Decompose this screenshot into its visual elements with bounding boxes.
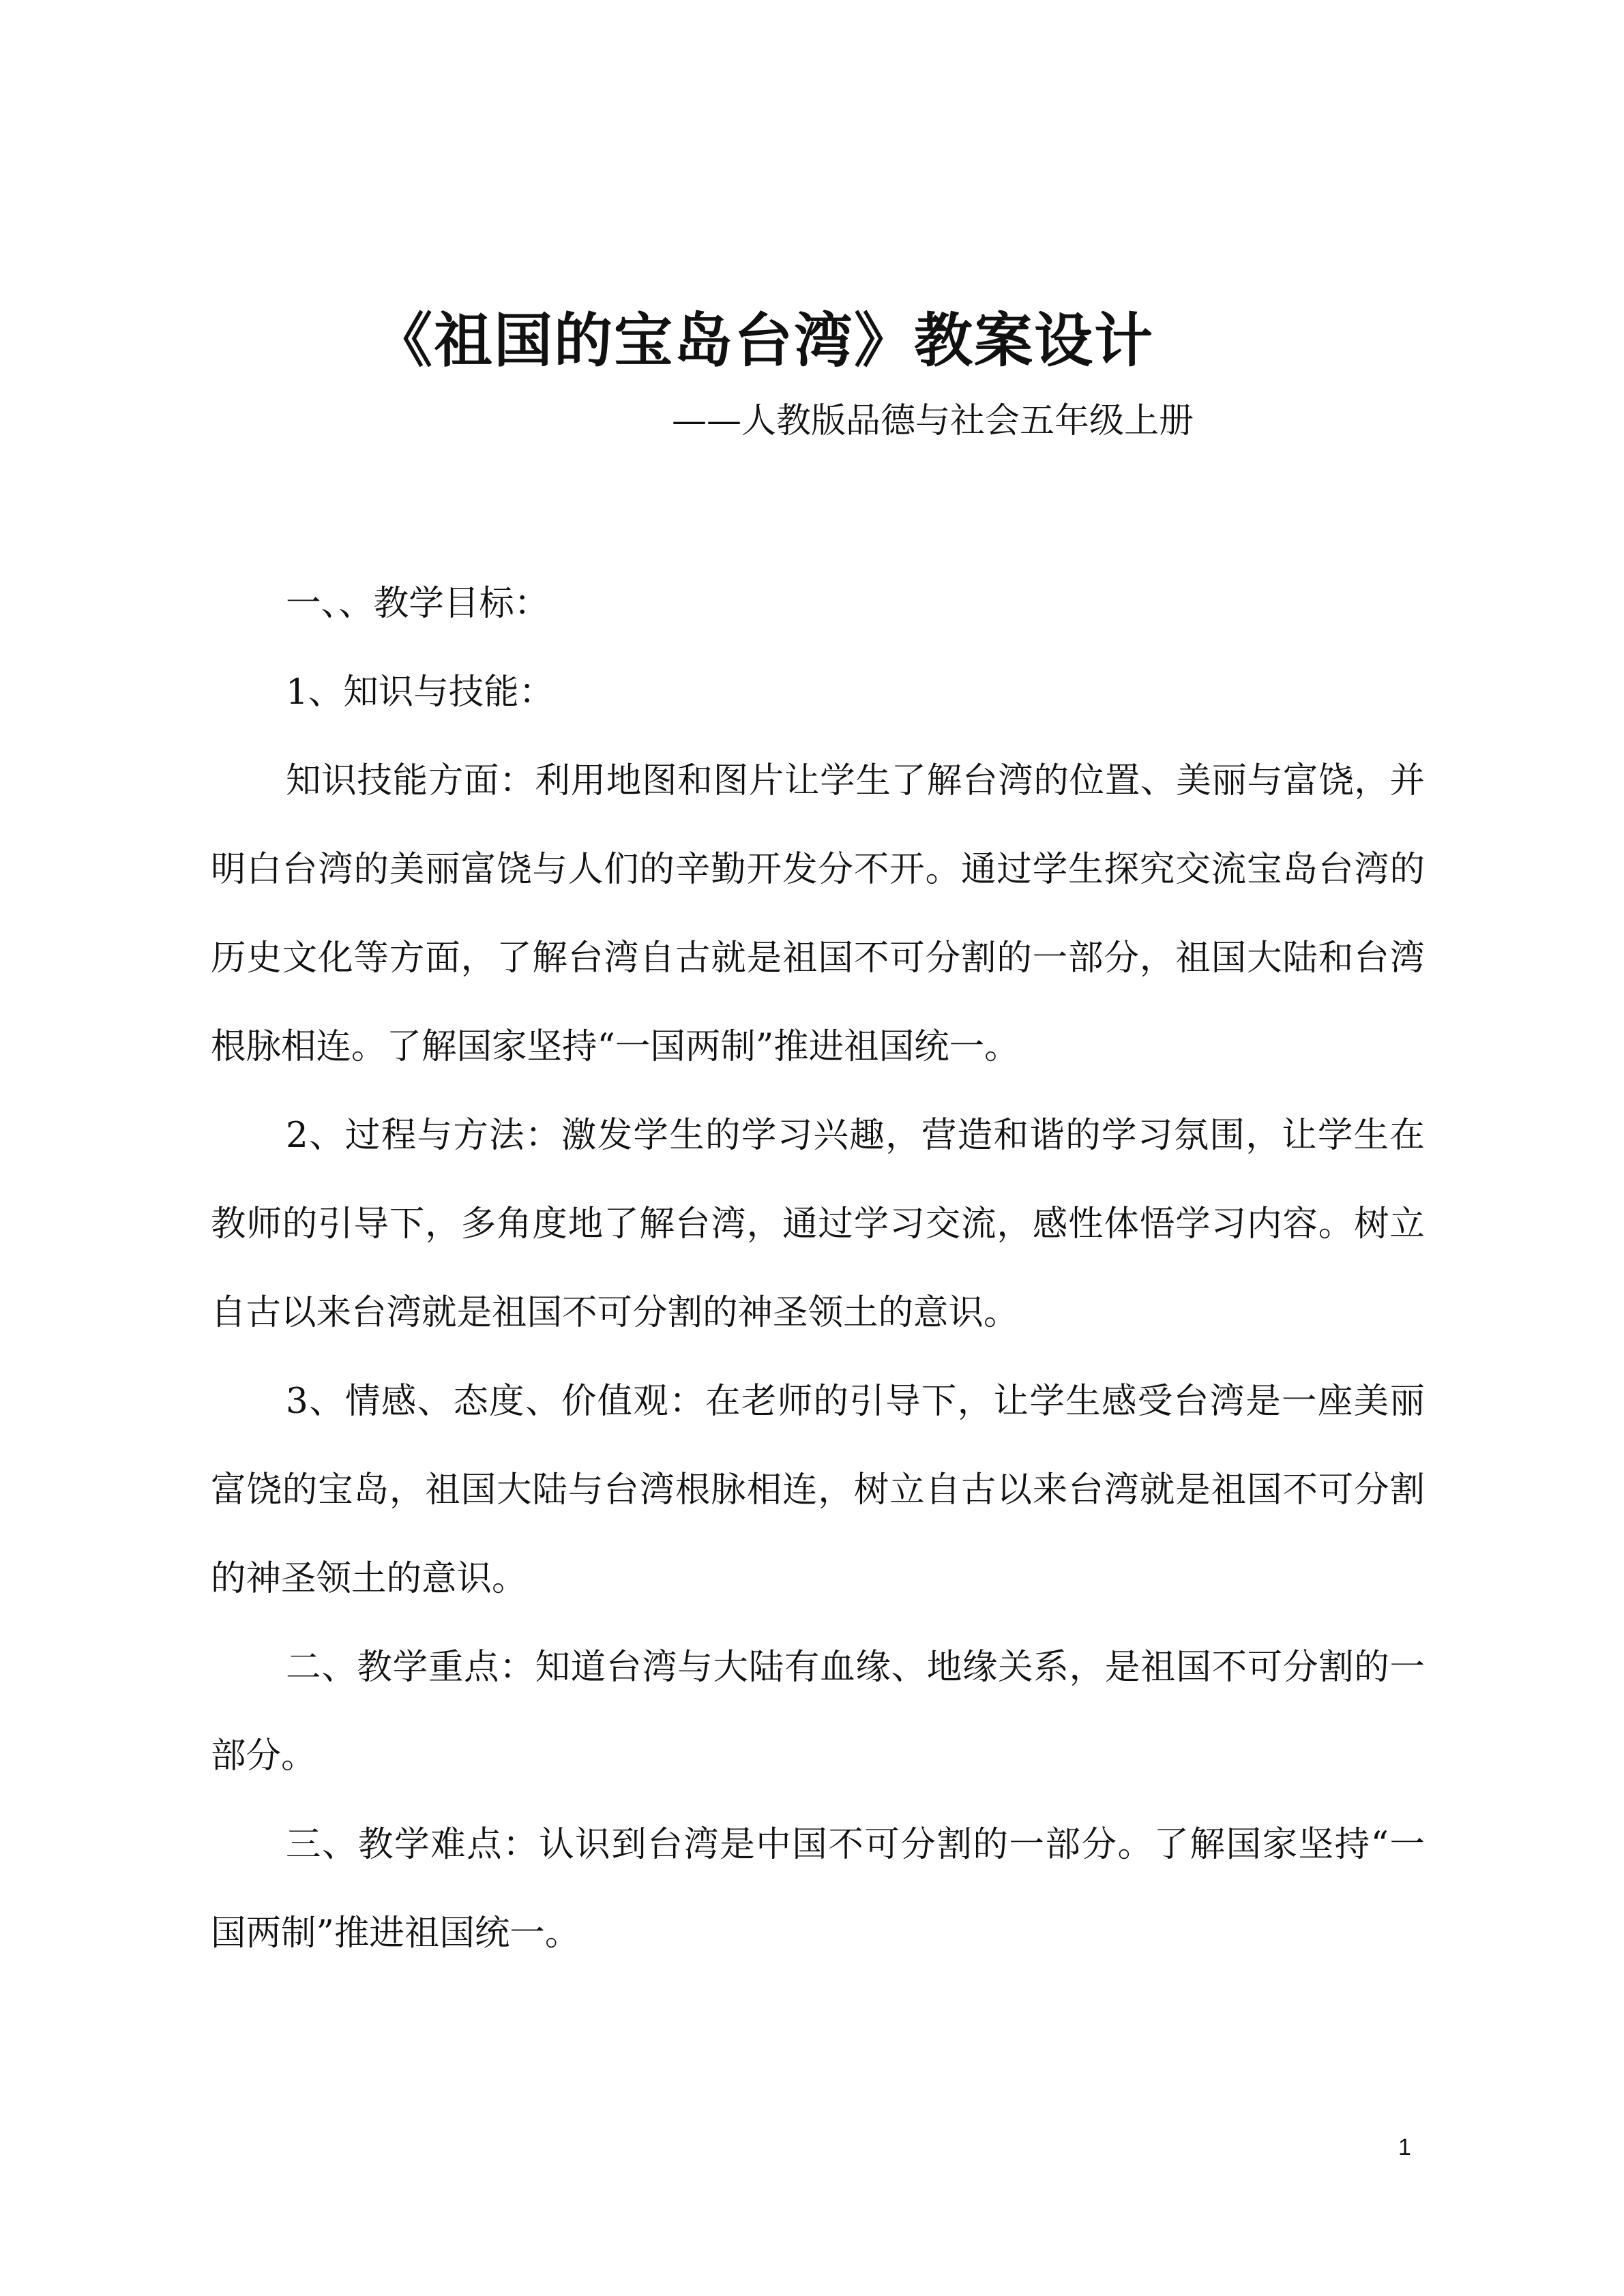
document-body	[211, 559, 1425, 1978]
page-number: 1	[1398, 2134, 1411, 2160]
paragraph-process-methods: 2、过程与方法：激发学生的学习兴趣，营造和谐的学习氛围，让学生在教师的引导下，多角度地了解台湾，通过学习交流，感性体悟学习内容。树立自古以来台湾就是祖国不可分割的神圣领土的意识。	[211, 1115, 1425, 1333]
paragraph-difficulties: 三、教学难点：认识到台湾是中国不可分割的一部分。了解国家坚持“一国两制”推进祖国统一。	[211, 1824, 1425, 1954]
section-heading-objectives: 一、、教学目标：	[286, 583, 550, 624]
subheading-knowledge-skills: 1、知识与技能：	[286, 672, 555, 713]
paragraph-knowledge-skills: 知识技能方面：利用地图和图片让学生了解台湾的位置、美丽与富饶，并明白台湾的美丽富饶与人们的辛勤开发分不开。通过学生探究交流宝岛台湾的历史文化等方面，了解台湾自古就是祖国不可分割的一部分，祖国大陆和台湾根脉相连。了解国家坚持“一国两制”推进祖国统一。	[211, 760, 1425, 1067]
paragraph-emotion-values: 3、情感、态度、价值观：在老师的引导下，让学生感受台湾是一座美丽富饶的宝岛，祖国大陆与台湾根脉相连，树立自古以来台湾就是祖国不可分割的神圣领土的意识。	[211, 1381, 1425, 1599]
paragraph-key-points: 二、教学重点：知道台湾与大陆有血缘、地缘关系，是祖国不可分割的一部分。	[211, 1647, 1425, 1776]
document-title: 《祖国的宝岛台湾》教案设计	[374, 307, 1154, 375]
document-subtitle: ——人教版品德与社会五年级上册	[672, 401, 1194, 441]
